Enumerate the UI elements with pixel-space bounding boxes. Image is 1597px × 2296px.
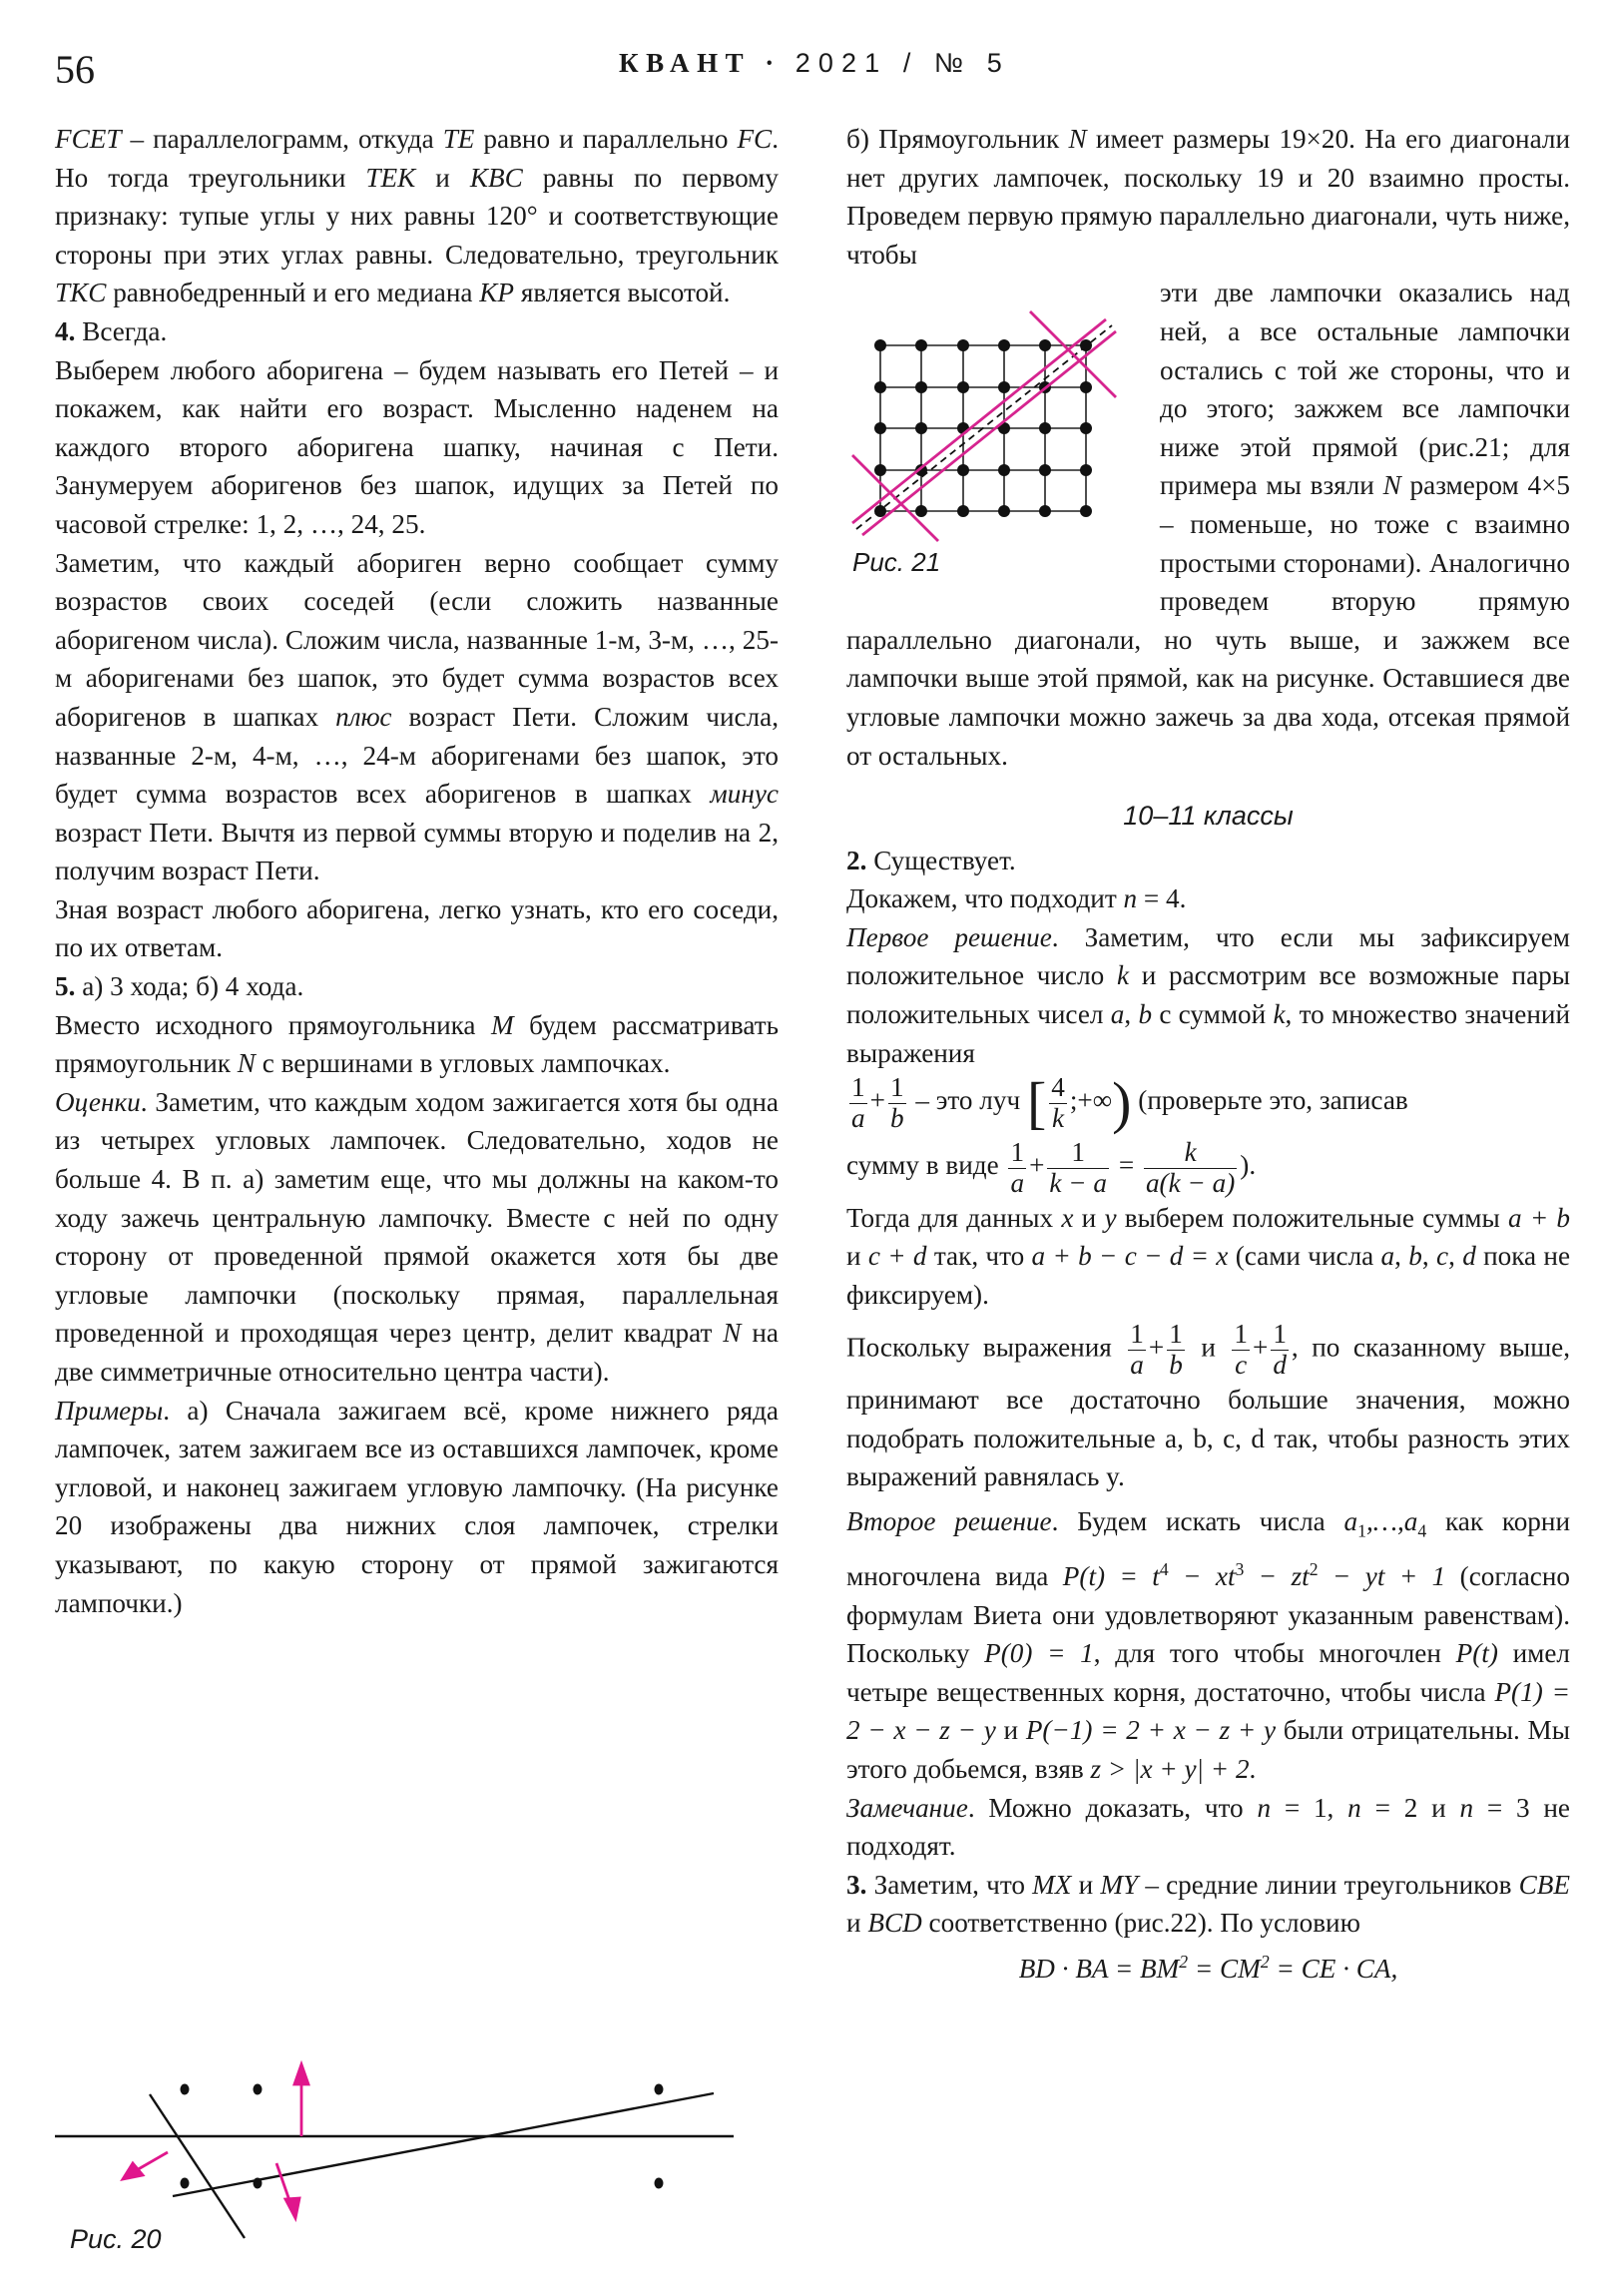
math-expression: M bbox=[490, 1009, 514, 1040]
math-expression: P(1) = 2 − x − z − y bbox=[846, 1676, 1570, 1746]
math-index: 4 bbox=[1159, 1559, 1169, 1580]
emphasis-text: Замечание bbox=[846, 1792, 968, 1823]
math-expression: MX bbox=[1032, 1869, 1072, 1900]
plus-sign: + bbox=[1252, 1333, 1269, 1364]
plus-sign: + bbox=[869, 1085, 885, 1116]
math-expression: n bbox=[1123, 883, 1138, 914]
problem2-claim: Докажем, что подходит n = 4. bbox=[846, 883, 1187, 914]
math-expression: TEK bbox=[365, 162, 416, 193]
math-expression: d bbox=[1462, 1241, 1476, 1272]
fraction-k-over-a-k-minus-a: $\frac{k}{a(k - a)}$ bbox=[1145, 1136, 1236, 1198]
paragraph: FCET – параллелограмм, откуда TE равно и параллельно FC. Но тогда треугольники TEK и KBC равны по первому признаку: тупые углы у них равны 120° и соответствующие стороны при этих углах равны. Следовательно, треугольник TKC равнобедренный и его медиана KP является высотой. bbox=[55, 124, 779, 308]
figure-21 bbox=[846, 274, 1146, 593]
math-index: 4 bbox=[1417, 1520, 1427, 1541]
fraction-1-over-b: $\frac{1}{b}$ bbox=[1169, 1319, 1183, 1381]
math-expression: y bbox=[1104, 1202, 1117, 1233]
math-expression: = CE · CA, bbox=[1269, 1954, 1398, 1985]
problem-number: 3. bbox=[846, 1869, 867, 1900]
math-index: 2 bbox=[1179, 1952, 1189, 1973]
math-expression: FC bbox=[737, 124, 773, 154]
math-expression: KP bbox=[479, 278, 515, 308]
problem5b-intro: б) Прямоугольник N имеет размеры 19×20. На его диагонали нет других лампочек, поскольку 19 и 20 взаимно просты. Проведем первую прямую параллельно диагонали, чуть ниже, чтобы bbox=[846, 124, 1570, 270]
figure-20-caption: Рис. 20 bbox=[70, 2224, 162, 2254]
problem5b-continued: эти две лампочки оказались над ней, а все остальные лампочки остались с той же стороны, что и до этого; зажжем все лампочки ниже этой прямой (рис.21; для примера мы взяли N размером 4×5 – поменьше, но тоже с взаимно простыми сторонами). Аналогично проведем вторую прямую параллельно диагонали, но чуть выше, и зажжем все лампочки выше этой прямой, как на рисунке. Оставшиеся две угловые лампочки можно зажечь за два хода, отсекая прямой от остальных. bbox=[846, 278, 1570, 771]
math-expression: b bbox=[1408, 1241, 1422, 1272]
display-formula bbox=[846, 1943, 1570, 1989]
math-index: 2 bbox=[1260, 1952, 1270, 1973]
issue-number: 2021 / № 5 bbox=[795, 48, 1010, 78]
remark-paragraph: Замечание. Можно доказать, что n = 1, n = 2 и n = 3 не подходят. bbox=[846, 1792, 1570, 1862]
journal-title: КВАНТ bbox=[619, 48, 752, 78]
fraction-1-over-d: $\frac{1}{d}$ bbox=[1273, 1319, 1287, 1381]
section-heading-grades-10-11: 10–11 классы bbox=[1123, 801, 1294, 832]
math-expression: FCET bbox=[55, 124, 122, 154]
fraction-1-over-a: $\frac{1}{a}$ bbox=[851, 1071, 865, 1133]
math-index: 1 bbox=[1357, 1520, 1366, 1541]
math-expression: a bbox=[1110, 999, 1125, 1030]
math-expression: − xt bbox=[1168, 1561, 1236, 1592]
fraction-1-over-a: $\frac{1}{a}$ bbox=[1010, 1136, 1025, 1198]
math-expression: c bbox=[1435, 1241, 1449, 1272]
math-expression: c + d bbox=[867, 1241, 927, 1272]
solution1-ray-formula bbox=[846, 1072, 1570, 1133]
math-expression: k bbox=[1116, 960, 1130, 991]
ray-note: (проверьте это, записав bbox=[1131, 1085, 1408, 1116]
solution1-sum-formula: сумму в виде $\frac{1}{a}$ + $\frac{1}{k - a}$ = $\frac{k}{a(k - a)}$ ). bbox=[846, 1136, 1257, 1198]
math-expression: TKC bbox=[55, 278, 107, 308]
paragraph: Оценки. Заметим, что каждым ходом зажигается хотя бы одна из четырех угловых лампочек. Следовательно, ходов не больше 4. В п. а) заметим еще, что мы должны на каком-то ходу зажечь центральную лампочку. Вместе с ней по одну сторону от проведенной прямой окажется хотя бы две угловые лампочки (поскольку прямая, параллельная проведенной и проходящая через центр, делит квадрат N на две симметричные относительно центра части). bbox=[55, 1086, 780, 1387]
math-expression: − yt + 1 bbox=[1318, 1561, 1446, 1592]
math-expression: TE bbox=[442, 124, 475, 154]
and-word: и bbox=[1187, 1333, 1230, 1364]
right-column bbox=[846, 120, 1570, 1989]
math-expression: P(0) = 1 bbox=[984, 1638, 1094, 1669]
paragraph: Вместо исходного прямоугольника M будем рассматривать прямоугольник N с вершинами в угловых лампочках. bbox=[55, 1009, 779, 1079]
page-number: 56 bbox=[55, 47, 95, 92]
figure-21-caption: Рис. 21 bbox=[852, 547, 941, 578]
problem2-answer: 2. Существует. bbox=[846, 845, 1016, 875]
solution1-paragraph: Первое решение. Заметим, что если мы зафиксируем положительное число k и рассмотрим все возможные пары положительных чисел a, b с суммой k, то множество значений выражения bbox=[846, 921, 1571, 1068]
problem3-paragraph: 3. Заметим, что MX и MY – средние линии треугольников CBE и BCD соответственно (рис.22). По условию bbox=[846, 1869, 1570, 1939]
emphasis-text: Первое решение bbox=[846, 921, 1052, 952]
math-expression: a + b − c − d = x bbox=[1031, 1241, 1229, 1272]
emphasis-text: Второе решение bbox=[846, 1506, 1052, 1536]
solution2-paragraph: Второе решение. Будем искать числа $a_1,\dots,a_4$ как корни многочлена вида $P(t) = t^4 - xt^3 - zt^2$ − yt + 1 (согласно формулам Виета они удовлетворяют указанным равенствам). Поскольку P(0) = 1, для того чтобы многочлен P(t) имел четыре вещественных корня, достаточно, чтобы числа P(1) = 2 − x − z − y и P(−1) = 2 + x − z + y были отрицательны. Мы этого добьемся, взяв z > |x + y| + 2. bbox=[846, 1506, 1570, 1785]
header-separator: · bbox=[765, 48, 782, 78]
fraction-1-over-c: $\frac{1}{c}$ bbox=[1234, 1319, 1248, 1381]
paragraph: 4. Всегда. bbox=[55, 315, 168, 346]
math-index: 3 bbox=[1235, 1559, 1245, 1580]
math-expression: ,…,a bbox=[1365, 1506, 1418, 1536]
conclusion-tail: , по сказанному выше, принимают все достаточно большие значения, можно подобрать положительные a, b, c, d так, чтобы разность этих выражений равнялась y. bbox=[846, 1333, 1570, 1492]
fraction-1-over-k-minus-a: $\frac{1}{k - a}$ bbox=[1049, 1136, 1108, 1198]
math-expression: z > |x + y| + 2 bbox=[1090, 1754, 1250, 1785]
paragraph: Заметим, что каждый абориген верно сообщает сумму возрастов своих соседей (если сложить названные аборигеном числа). Сложим числа, названные 1-м, 3-м, …, 25-м аборигенами без шапок, это будет сумма возрастов всех аборигенов в шапках плюс возраст Пети. Сложим числа, названные 2-м, 4-м, …, 24-м аборигенами без шапок, это будет сумма возрастов всех аборигенов в шапках минус возраст Пети. Вычтя из первой суммы вторую и поделив на 2, получим возраст Пети. bbox=[55, 547, 779, 886]
problem-number: 5. bbox=[55, 971, 76, 1002]
paragraph: Выберем любого аборигена – будем называть его Петей – и покажем, как найти его возраст. Мысленно наденем на каждого второго аборигена шапку, начиная с Пети. Занумеруем аборигенов без шапок, идущих за Петей по часовой стрелке: 1, 2, …, 24, 25. bbox=[55, 354, 779, 539]
math-index: 2 bbox=[1309, 1559, 1319, 1580]
figure-21-grid-diagram bbox=[840, 284, 1140, 553]
emphasis-text: Оценки bbox=[55, 1086, 141, 1117]
running-head bbox=[619, 48, 1010, 79]
emphasis-text: плюс bbox=[335, 701, 392, 732]
math-expression: N bbox=[1068, 124, 1087, 154]
solution1-choose-sums: Тогда для данных x и y выберем положительные суммы a + b и c + d так, что a + b − c − d = x (сами числа a, b, c, d пока не фиксируем). bbox=[846, 1202, 1571, 1310]
fraction-1-over-b: $\frac{1}{b}$ bbox=[889, 1071, 904, 1133]
math-expression: P(t) = t bbox=[1062, 1561, 1160, 1592]
math-expression: n bbox=[1459, 1792, 1474, 1823]
ray-label: – это луч bbox=[908, 1085, 1027, 1116]
left-bracket: [ bbox=[1026, 1070, 1047, 1135]
math-expression: a bbox=[1343, 1506, 1358, 1536]
conclusion-lead: Поскольку выражения bbox=[846, 1333, 1126, 1364]
math-expression: KBC bbox=[469, 162, 523, 193]
right-paren: ) bbox=[1112, 1070, 1132, 1135]
math-expression: N bbox=[723, 1318, 742, 1349]
math-expression: b bbox=[1138, 999, 1153, 1030]
math-expression: a bbox=[1380, 1241, 1395, 1272]
problem-number: 4. bbox=[55, 315, 76, 346]
left-column bbox=[55, 120, 779, 1622]
sum-lead-text: сумму в виде bbox=[846, 1150, 1006, 1181]
paragraph: 5. а) 3 хода; б) 4 хода. bbox=[55, 971, 304, 1002]
math-expression: BD · BA = BM bbox=[1018, 1954, 1180, 1985]
plus-sign: + bbox=[1029, 1150, 1045, 1181]
problem-number: 2. bbox=[846, 845, 867, 875]
math-expression: n bbox=[1347, 1792, 1361, 1823]
emphasis-text: Примеры bbox=[55, 1395, 164, 1426]
math-expression: = CM bbox=[1188, 1954, 1261, 1985]
math-expression: a + b bbox=[1507, 1202, 1570, 1233]
plus-sign: + bbox=[1148, 1333, 1165, 1364]
fraction-1-over-a: $\frac{1}{a}$ bbox=[1130, 1319, 1144, 1381]
fraction-4-over-k: $\frac{4}{k}$ bbox=[1051, 1071, 1065, 1133]
math-expression: x bbox=[1061, 1202, 1074, 1233]
paragraph: Примеры. а) Сначала зажигаем всё, кроме нижнего ряда лампочек, затем зажигаем все из оставшихся лампочек, кроме угловой, и наконец зажигаем угловую лампочку. (На рисунке 20 изображены два нижних слоя лампочек, стрелки указывают, по какую сторону от прямой зажигаются лампочки.) bbox=[55, 1395, 779, 1618]
math-expression: P(t) bbox=[1455, 1638, 1498, 1669]
math-expression: N bbox=[1382, 470, 1401, 501]
math-expression: P(−1) = 2 + x − z + y bbox=[1025, 1715, 1277, 1746]
cut-lines bbox=[55, 2093, 734, 2238]
math-expression: k bbox=[1273, 999, 1286, 1030]
math-expression: CBE bbox=[1518, 1869, 1570, 1900]
interval-infinity: ;+∞ bbox=[1069, 1085, 1113, 1116]
emphasis-text: минус bbox=[710, 779, 779, 810]
math-expression: n bbox=[1257, 1792, 1272, 1823]
sum-tail: ). bbox=[1240, 1150, 1257, 1181]
paragraph: Зная возраст любого аборигена, легко узнать, кто его соседи, по их ответам. bbox=[55, 893, 779, 963]
math-expression: − zt bbox=[1244, 1561, 1310, 1592]
solution1-conclusion bbox=[846, 1320, 1570, 1496]
math-expression: MY bbox=[1100, 1869, 1139, 1900]
math-expression: N bbox=[237, 1048, 256, 1079]
math-expression: BCD bbox=[867, 1908, 922, 1939]
